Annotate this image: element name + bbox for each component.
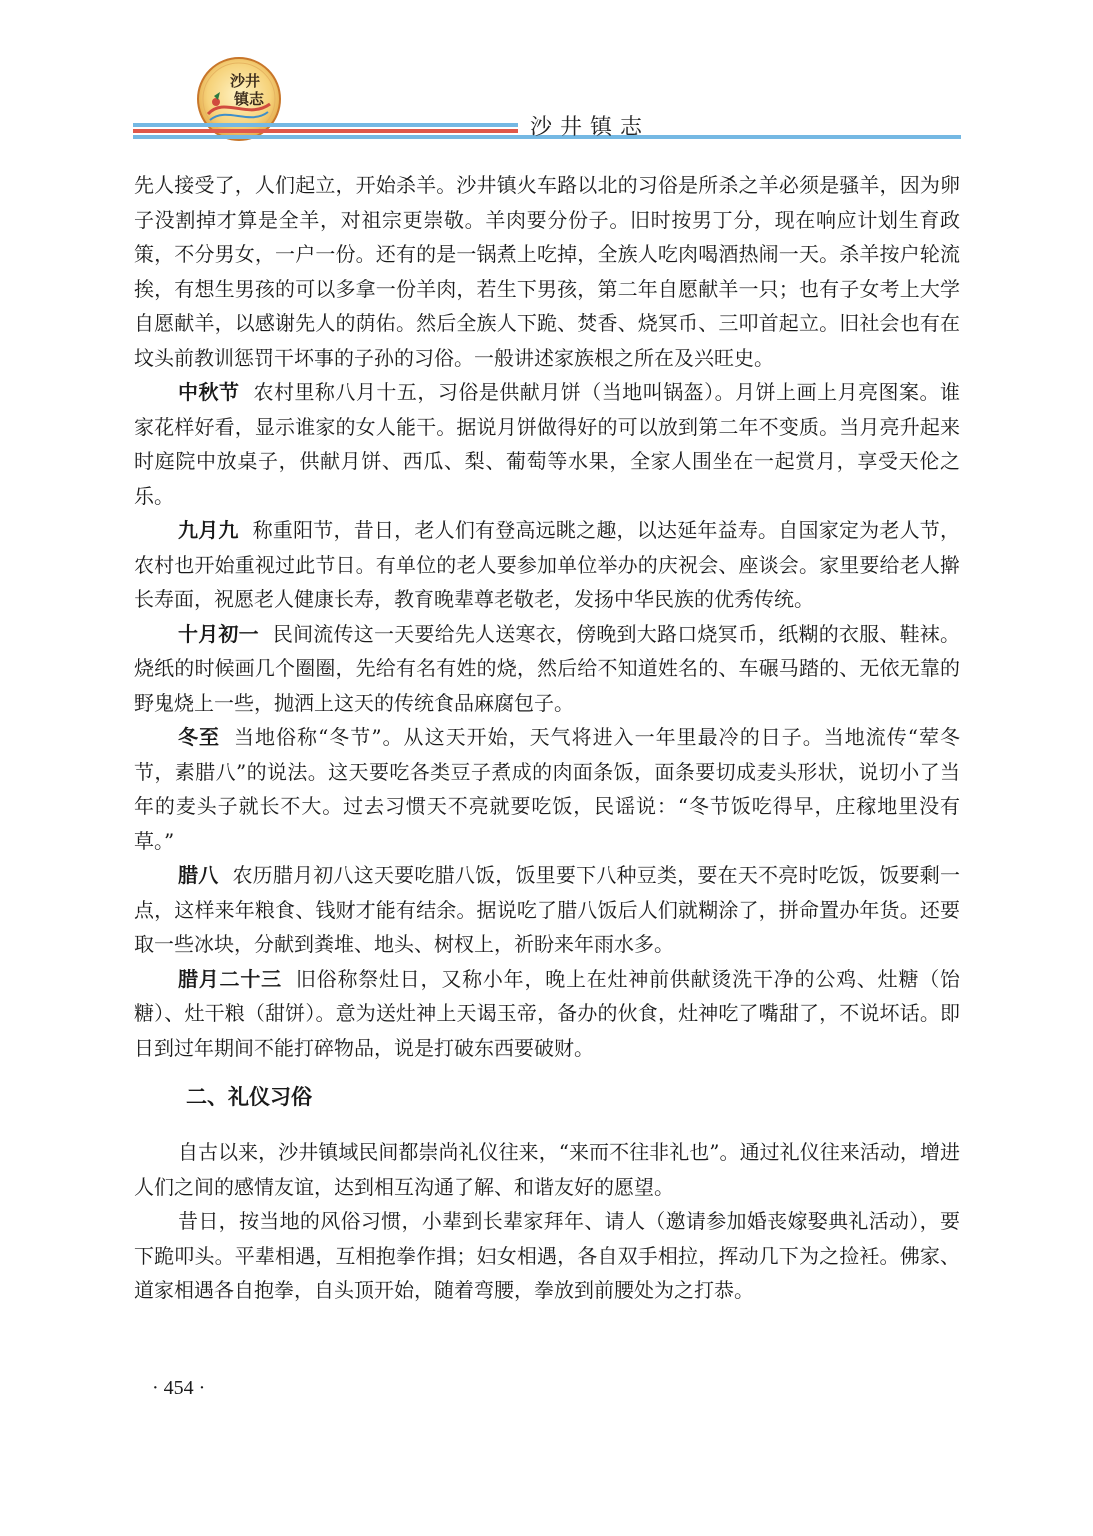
header-rule-red	[133, 129, 518, 133]
festival-term: 中秋节	[178, 380, 240, 404]
paragraph-text: 农历腊月初八这天要吃腊八饭，饭里要下八种豆类，要在天不亮时吃饭，饭要剩一点，这样来年粮食、钱财才能有结余。据说吃了腊八饭后人们就糊涂了，拼命置办年货。还要取一些冰块，分献到粪堆、地头、树杈上，祈盼来年雨水多。	[134, 863, 961, 956]
body-text	[134, 168, 960, 1308]
header-rule-blue	[133, 123, 518, 127]
festival-term: 腊月二十三	[178, 966, 282, 991]
page-header	[0, 0, 1093, 150]
section-paragraph: 自古以来，沙井镇域民间都崇尚礼仪往来，“来而不往非礼也”。通过礼仪往来活动，增进人们之间的感情友谊，达到相互沟通了解、和谐友好的愿望。	[134, 1140, 960, 1199]
paragraph-continued	[134, 168, 960, 375]
festival-term: 十月初一	[178, 621, 259, 646]
paragraph-text: 民间流传这一天要给先人送寒衣，傍晚到大路口烧冥币，纸糊的衣服、鞋袜。烧纸的时候画几个圈圈，先给有名有姓的烧，然后给不知道姓名的、车碾马踏的、无依无靠的野鬼烧上一些，抛洒上这天的传统食品麻腐包子。	[134, 621, 961, 715]
paragraph-laba	[134, 858, 960, 962]
paragraph-text: 农村里称八月十五，习俗是供献月饼（当地叫锅盔）。月饼上画上月亮图案。谁家花样好看，显示谁家的女人能干。据说月饼做得好的可以放到第二年不变质。当月亮升起来时庭院中放桌子，供献月饼、西瓜、梨、葡萄等水果，全家人围坐在一起赏月，享受天伦之乐。	[134, 380, 961, 508]
paragraph-tenth-month	[134, 617, 960, 721]
paragraph-winter-solstice	[134, 720, 960, 858]
paragraph-text: 先人接受了，人们起立，开始杀羊。沙井镇火车路以北的习俗是所杀之羊必须是骚羊，因为卵子没割掉才算是全羊，对祖宗更崇敬。羊肉要分份子。旧时按男丁分，现在响应计划生育政策，不分男女，一户一份。还有的是一锅煮上吃掉，全族人吃肉喝酒热闹一天。杀羊按户轮流挨，有想生男孩的可以多拿一份羊肉，若生下男孩，第二年自愿献羊一只；也有子女考上大学自愿献羊，以感谢先人的荫佑。然后全族人下跪、焚香、烧冥币、三叩首起立。旧社会也有在坟头前教训惩罚干坏事的子孙的习俗。一般讲述家族根之所在及兴旺史。	[134, 173, 960, 370]
paragraph-mid-autumn	[134, 375, 960, 513]
logo-text-bottom: 镇志	[234, 90, 265, 108]
page-number: · 454 ·	[152, 1377, 206, 1399]
running-header-title: 沙井镇志	[530, 115, 651, 140]
section-paragraph: 昔日，按当地的风俗习惯，小辈到长辈家拜年、请人（邀请参加婚丧嫁娶典礼活动），要下跪叩头。平辈相遇，互相抱拳作揖；妇女相遇，各自双手相拉，挥动几下为之捡衽。佛家、道家相遇各自抱拳，自头顶开始，随着弯腰，拳放到前腰处为之打恭。	[134, 1209, 960, 1302]
paragraph-double-ninth	[134, 513, 960, 617]
paragraph-text: 称重阳节，昔日，老人们有登高远眺之趣，以达延年益寿。自国家定为老人节，农村也开始重视过此节日。有单位的老人要参加单位举办的庆祝会、座谈会。家里要给老人擀长寿面，祝愿老人健康长寿，教育晚辈尊老敬老，发扬中华民族的优秀传统。	[134, 518, 961, 611]
festival-term: 冬至	[178, 725, 221, 749]
festival-term: 腊八	[178, 863, 219, 887]
paragraph-text: 旧俗称祭灶日，又称小年，晚上在灶神前供献烫洗干净的公鸡、灶糖（饴糖）、灶干粮（甜饼）。意为送灶神上天谒玉帝，备办的伙食，灶神吃了嘴甜了，不说坏话。即日到过年期间不能打碎物品，说是打破东西要破财。	[134, 966, 961, 1060]
logo-text-top: 沙井	[230, 72, 261, 90]
section-heading: 二、礼仪习俗	[186, 1085, 312, 1109]
paragraph-little-new-year	[134, 962, 960, 1066]
paragraph-text: 当地俗称“冬节”。从这天开始，天气将进入一年里最冷的日子。当地流传“荤冬节，素腊八”的说法。这天要吃各类豆子煮成的肉面条饭，面条要切成麦头形状，说切小了当年的麦头子就长不大。过去习惯天不亮就要吃饭，民谣说：“冬节饭吃得早，庄稼地里没有草。”	[134, 725, 961, 853]
festival-term: 九月九	[178, 518, 239, 542]
